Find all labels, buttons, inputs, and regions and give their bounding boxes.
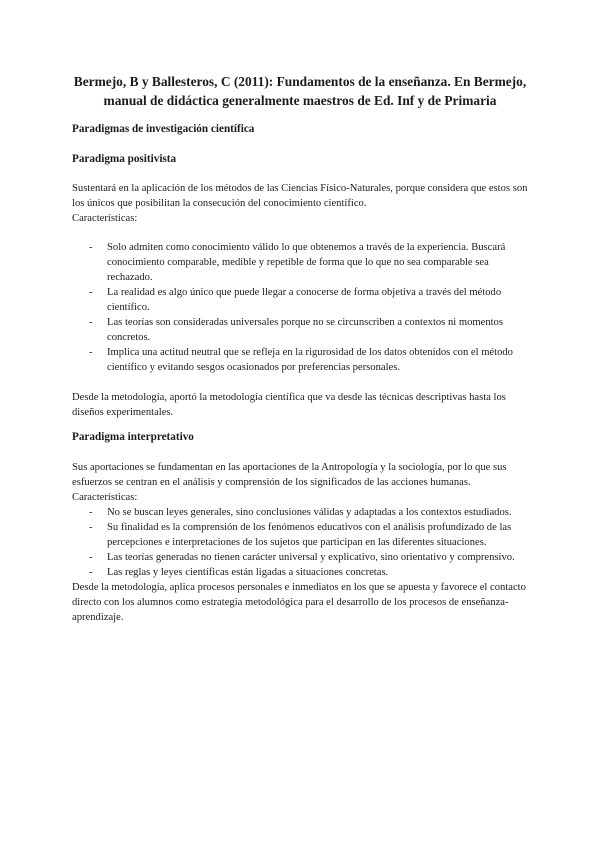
list-item: - Su finalidad es la comprensión de los fenómenos educativos con el análisis profundizado de las percepciones e interpretaciones de los sujetos que participan en las diferentes situaciones.: [72, 520, 532, 550]
document-title: [70, 72, 530, 110]
positivista-heading-block: [72, 152, 532, 167]
interpretativo-heading: Paradigma interpretativo: [72, 431, 194, 443]
positivista-heading: Paradigma positivista: [72, 153, 177, 165]
list-item: - Implica una actitud neutral que se refleja en la rigurosidad de los datos obtenidos con el método científico y evitando sesgos ocasionados por preferencias personales.: [72, 345, 532, 375]
interpretativo-intro: Sus aportaciones se fundamentan en las aportaciones de la Antropología y la sociología, por lo que sus esfuerzos se centran en el análisis y comprensión de los significados de las acciones humanas.: [72, 462, 507, 488]
list-item: - No se buscan leyes generales, sino conclusiones válidas y adaptadas a los contextos estudiados.: [72, 505, 532, 520]
title-line-2: manual de didáctica generalmente maestros de Ed. Inf y de Primaria: [103, 93, 497, 108]
interpretativo-caracteristicas-label: Características:: [72, 492, 138, 503]
positivista-section: [72, 181, 532, 420]
positivista-list: [72, 240, 532, 375]
list-item: - La realidad es algo único que puede llegar a conocerse de forma objetiva a través del método científico.: [72, 285, 532, 315]
interpretativo-list: [72, 505, 532, 580]
list-item: - Las teorías son consideradas universales porque no se circunscriben a contextos ni momentos concretos.: [72, 315, 532, 345]
list-item: - Solo admiten como conocimiento válido lo que obtenemos a través de la experiencia. Buscará conocimiento comparable, medible y repetible de forma que lo que no sea comparable sea rechazado.: [72, 240, 532, 285]
list-item: - Las teorías generadas no tienen carácter universal y explicativo, sino orientativo y comprensivo.: [72, 550, 532, 565]
interpretativo-closing: Desde la metodología, aplica procesos personales e inmediatos en los que se apuesta y favorece el contacto directo con los alumnos como estrategia metodológica para el desarrollo de los procesos de enseñanza-aprendizaje.: [72, 582, 526, 623]
positivista-closing: Desde la metodología, aportó la metodología científica que va desde las técnicas descriptivas hasta los diseños experimentales.: [72, 392, 506, 418]
interpretativo-section: [72, 460, 532, 625]
interpretativo-heading-block: [72, 430, 532, 445]
section-heading: Paradigmas de investigación científica: [72, 123, 255, 135]
positivista-intro: Sustentará en la aplicación de los métodos de las Ciencias Físico-Naturales, porque considera que estos son los únicos que posibilitan la consecución del conocimiento científico.: [72, 183, 528, 209]
positivista-caracteristicas-label: Características:: [72, 213, 138, 224]
list-item: - Las reglas y leyes científicas están ligadas a situaciones concretas.: [72, 565, 532, 580]
title-line-1: Bermejo, B y Ballesteros, C (2011): Fundamentos de la enseñanza. En Bermejo,: [73, 74, 527, 89]
